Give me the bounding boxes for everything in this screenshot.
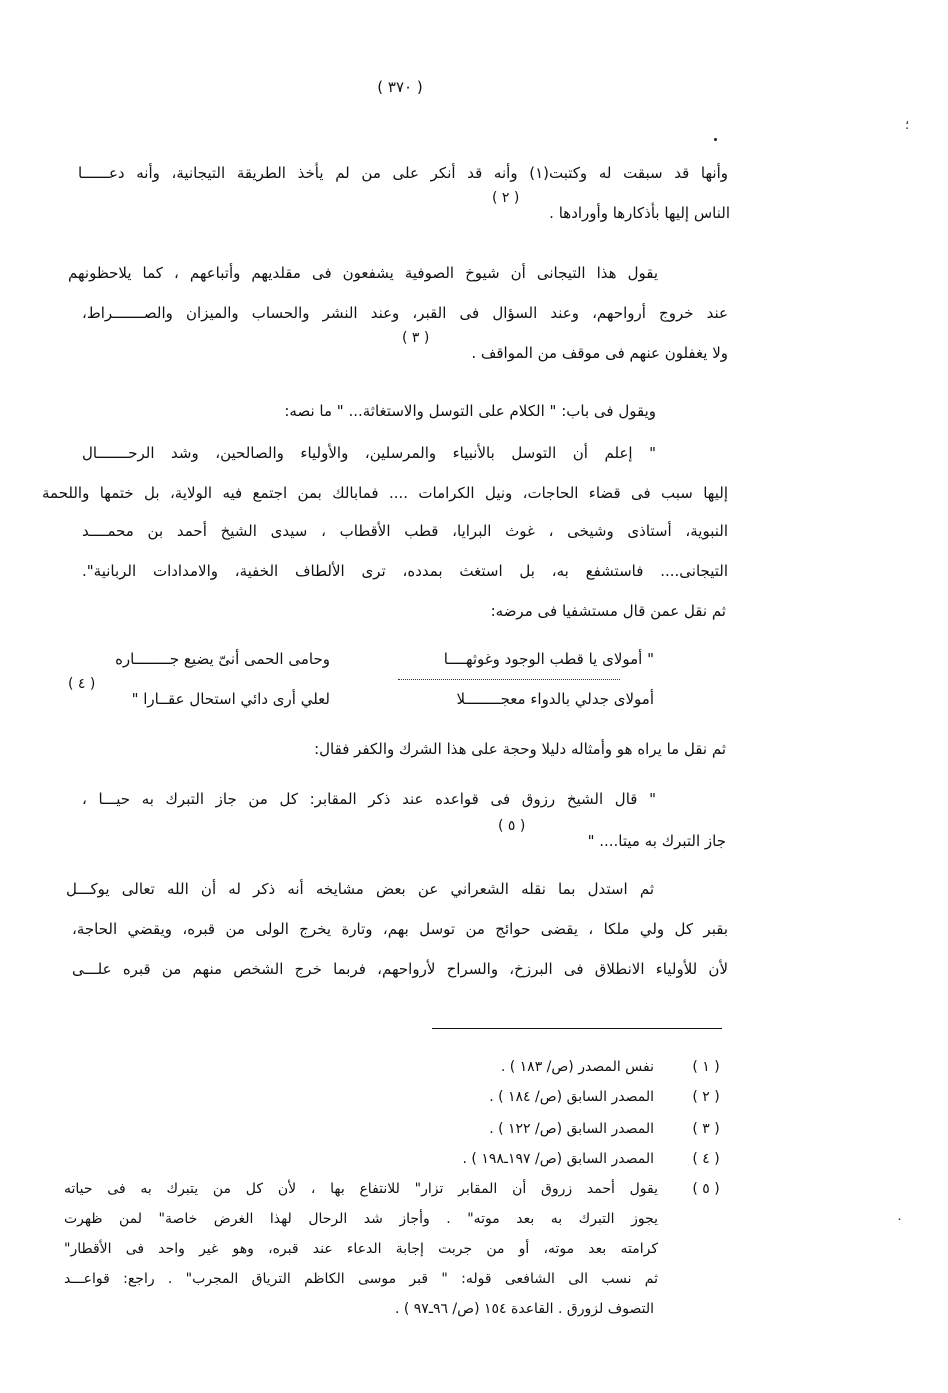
paragraph-line: ويقول فى باب: " الكلام على التوسل والاستغاثة... " ما نصه: [284, 402, 656, 420]
footnote-ref: ( ٢ ) [492, 190, 520, 206]
paragraph-line: ولا يغفلون عنهم فى موقف من المواقف . [471, 344, 728, 362]
footnote-number: ( ٣ ) [692, 1121, 720, 1137]
footnote-text: كرامته بعد موته، أو من جربت إجابة الدعاء عند قبره، وهو غير واحد فى الأقطار" [64, 1241, 658, 1257]
footnote-text: نفس المصدر (ص/ ١٨٣ ) . [500, 1059, 654, 1075]
page-number: ( ٣٧٠ ) [377, 78, 423, 96]
footnote-text: المصدر السابق (ص/ ١٢٢ ) . [489, 1121, 654, 1137]
paragraph-line: يقول هذا التيجانى أن شيوخ الصوفية يشفعون فى مقلديهم وأتباعهم ، كما يلاحظونهم [68, 264, 658, 282]
paragraph-line: " إعلم أن التوسل بالأنبياء والمرسلين، والأولياء والصالحين، وشد الرحـــــــال [82, 444, 656, 462]
paragraph-line: عند خروج أرواحهم، وعند السؤال فى القبر، وعند النشر والحساب والميزان والصـــــــراط، [82, 304, 728, 322]
margin-mark-top: ؛ [905, 118, 910, 133]
footnote-ref: ( ٣ ) [402, 330, 430, 346]
paragraph-line: " قال الشيخ رزوق فى قواعده عند ذكر المقابر: كل من جاز التبرك به حيـــا ، [82, 790, 656, 808]
paragraph-line: ثم نقل عمن قال مستشفيا فى مرضه: [490, 602, 726, 620]
paragraph-line: إليها سبب فى قضاء الحاجات، ونيل الكرامات .... فمابالك بمن اجتمع فيه الولاية، بل ختمها واللحمة [42, 484, 728, 502]
verse-hemistich: وحامى الحمى أنىّ يضيع جــــــــاره [115, 650, 330, 668]
paragraph-line: ثم نقل ما يراه هو وأمثاله دليلا وحجة على هذا الشرك والكفر فقال: [314, 740, 726, 758]
paragraph-line: جاز التبرك به ميتا.... " [587, 832, 726, 850]
paragraph-line: وأنها قد سبقت له وكتبت(١) وأنه قد أنكر على من لم يأخذ الطريقة التيجانية، وأنه دعــــــا [78, 164, 729, 182]
footnote-number: ( ٥ ) [692, 1181, 720, 1197]
footnote-ref: ( ٤ ) [68, 676, 96, 692]
paragraph-line: ثم استدل بما نقله الشعراني عن بعض مشايخه أنه ذكر له أن الله تعالى يوكـــل [66, 880, 654, 898]
footnote-number: ( ١ ) [692, 1059, 720, 1075]
footnote-text: ثم نسب الى الشافعى قوله: " قبر موسى الكاظم الترياق المجرب" . راجع: قواعـــد [64, 1271, 658, 1287]
paragraph-line: النبوية، أستاذى وشيخى ، غوث البرايا، قطب الأقطاب ، سيدى الشيخ أحمد بن محمــــد [82, 522, 728, 540]
verse-dotted-rule [398, 679, 620, 680]
margin-mark-mid: ٠ [896, 1212, 903, 1227]
verse-hemistich: لعلي أرى دائي استحال عقــارا " [131, 690, 330, 708]
footnote-text: المصدر السابق (ص/ ١٩٧ـ١٩٨ ) . [462, 1151, 654, 1167]
footnote-number: ( ٢ ) [692, 1089, 720, 1105]
footnote-text: يقول أحمد زروق أن المقابر تزار" للانتفاع بها ، لأن كل من يتبرك به فى حياته [64, 1181, 658, 1197]
verse-hemistich: " أمولاى يا قطب الوجود وغوثهــــا [443, 650, 654, 668]
paragraph-line: الناس إليها بأذكارها وأورادها . [549, 204, 730, 222]
paragraph-line: بقبر كل ولي ملكا ، يقضى حوائج من توسل بهم، وتارة يخرج الولى من قبره، ويقضي الحاجة، [72, 920, 728, 938]
footnote-separator [432, 1028, 722, 1029]
footnote-text: التصوف لزورق . القاعدة ١٥٤ (ص/ ٩٦ـ٩٧ ) . [394, 1301, 654, 1317]
footnote-text: المصدر السابق (ص/ ١٨٤ ) . [489, 1089, 654, 1105]
verse-hemistich: أمولاى جدلي بالدواء معجــــــــلا [456, 690, 654, 708]
footnote-number: ( ٤ ) [692, 1151, 720, 1167]
ink-dot [714, 138, 717, 141]
paragraph-line: التيجانى.... فاستشفع به، بل استغث بمدده، ترى الألطاف الخفية، والامدادات الربانية". [82, 562, 728, 580]
footnote-text: يجوز التبرك به بعد موته" . وأجاز شد الرحال لهذا الغرض خاصة" لمن ظهرت [64, 1211, 658, 1227]
paragraph-line: لأن للأولياء الانطلاق فى البرزخ، والسراح لأرواحهم، فربما خرج الشخص منهم من قبره علـــى [72, 960, 728, 978]
footnote-ref: ( ٥ ) [498, 818, 526, 834]
